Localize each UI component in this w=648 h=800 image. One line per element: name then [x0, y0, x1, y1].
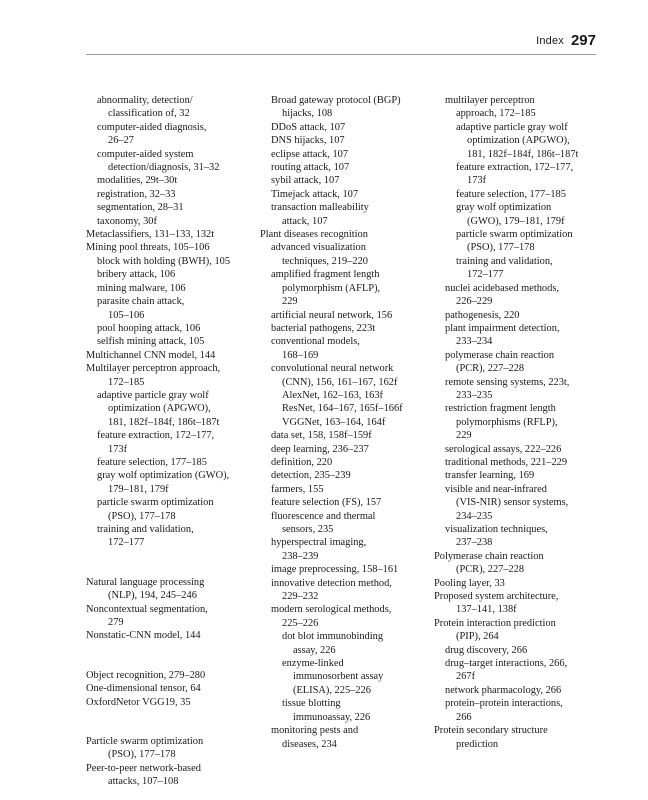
index-entry: training and validation,	[97, 524, 194, 535]
index-entry: Natural language processing	[86, 576, 205, 588]
index-entry: 229	[456, 430, 472, 442]
index-entry: feature selection, 177–185	[97, 456, 207, 468]
index-entry: (NLP), 194, 245–246	[108, 590, 197, 602]
index-entry: segmentation, 28–31	[97, 202, 184, 214]
index-entry: parasite chain attack,	[97, 296, 185, 308]
index-entry: 168–169	[282, 349, 319, 361]
index-entry: Mining pool threats, 105–106	[86, 242, 210, 254]
index-entry: Polymerase chain reaction	[434, 550, 544, 562]
index-entry: data set, 158, 158f–159f	[271, 430, 372, 442]
index-entry: sybil attack, 107	[271, 175, 340, 187]
index-entry: (PCR), 227–228	[456, 363, 525, 375]
index-entry: One-dimensional tensor, 64	[86, 683, 201, 695]
index-entry: pathogenesis, 220	[445, 309, 520, 321]
index-entry: 172–177	[108, 537, 145, 549]
letter-group-gap	[86, 709, 254, 735]
index-entry: amplified fragment length	[271, 269, 380, 281]
index-entry: polymerase chain reaction	[445, 349, 555, 361]
index-entry: 229	[282, 296, 298, 308]
index-entry: ResNet, 164–167, 165f–166f	[282, 403, 403, 415]
index-entry: Pooling layer, 33	[434, 577, 505, 589]
index-entry: approach, 172–185	[456, 108, 536, 120]
index-entry: adaptive particle gray wolf	[456, 121, 568, 133]
index-entry: 172–177	[467, 269, 504, 281]
index-entry: Nonstatic-CNN model, 144	[86, 630, 201, 642]
index-entry: detection, 235–239	[271, 470, 351, 482]
index-entry: 26–27	[108, 135, 134, 147]
index-entry: detection/diagnosis, 31–32	[108, 162, 220, 174]
index-entry: attacks, 107–108	[108, 776, 179, 788]
index-entry: routing attack, 107	[271, 162, 350, 174]
index-entry: 137–141, 138f	[456, 604, 517, 616]
index-entry: modalities, 29t–30t	[97, 175, 178, 187]
index-entry: bribery attack, 106	[97, 269, 176, 281]
index-entry: 233–235	[456, 389, 493, 401]
index-entry: definition, 220	[271, 456, 333, 468]
page-number: 297	[570, 32, 596, 49]
index-entry: (PCR), 227–228	[456, 564, 525, 576]
index-entry: feature selection, 177–185	[456, 188, 566, 200]
index-entry: 229–232	[282, 591, 319, 603]
index-entry: 234–235	[456, 510, 493, 522]
index-entry: 267f	[456, 671, 476, 683]
index-entry: block with holding (BWH), 105	[97, 255, 231, 267]
index-entry: Multilayer perceptron approach,	[86, 363, 221, 375]
index-entry: artificial neural network, 156	[271, 309, 393, 321]
index-entry: 279	[108, 617, 124, 629]
index-entry: conventional models,	[271, 336, 360, 348]
index-entry: 172–185	[108, 376, 145, 388]
index-entry: Noncontextual segmentation,	[86, 603, 208, 615]
index-entry: drug discovery, 266	[445, 644, 528, 656]
index-entry: traditional methods, 221–229	[445, 456, 568, 468]
index-entry: multilayer perceptron	[445, 95, 535, 106]
index-entry: transfer learning, 169	[445, 470, 535, 482]
index-entry: particle swarm optimization	[97, 497, 214, 509]
index-entry: Timejack attack, 107	[271, 188, 359, 200]
index-entry: gray wolf optimization (GWO),	[97, 470, 230, 482]
index-entry: 173f	[467, 175, 487, 187]
index-entry: Plant diseases recognition	[260, 229, 368, 241]
index-entry: assay, 226	[293, 644, 336, 656]
index-entry: advanced visualization	[271, 242, 366, 254]
index-entry: fluorescence and thermal	[271, 510, 376, 522]
index-entry: image preprocessing, 158–161	[271, 564, 399, 576]
index-entry: Broad gateway protocol (BGP)	[271, 95, 401, 106]
index-entry: AlexNet, 162–163, 163f	[282, 389, 384, 401]
index-entry: optimization (APGWO),	[467, 135, 570, 147]
letter-group-gap	[86, 550, 254, 576]
index-entry: nuclei acidebased methods,	[445, 282, 559, 294]
index-entry: remote sensing systems, 223t,	[445, 376, 570, 388]
running-header	[86, 32, 596, 55]
index-entry: farmers, 155	[271, 483, 324, 495]
index-entry: enzyme-linked	[282, 658, 344, 670]
index-entry: immunoassay, 226	[293, 711, 371, 723]
index-entry: abnormality, detection/	[97, 95, 193, 106]
index-entry: (PSO), 177–178	[108, 510, 176, 522]
index-column-3	[434, 94, 604, 751]
index-entry: techniques, 219–220	[282, 255, 368, 267]
index-entry: (PSO), 177–178	[108, 749, 176, 761]
index-entry: Metaclassifiers, 131–133, 132t	[86, 229, 215, 241]
index-entry: sensors, 235	[282, 524, 334, 535]
index-entry: Proposed system architecture,	[434, 591, 559, 603]
index-entry: hyperspectral imaging,	[271, 537, 367, 549]
index-entry: OxfordNetor VGG19, 35	[86, 696, 191, 708]
index-entry: Particle swarm optimization	[86, 736, 204, 748]
index-entry: feature extraction, 172–177,	[456, 162, 574, 174]
index-entry: optimization (APGWO),	[108, 403, 211, 415]
index-entry: 173f	[108, 443, 128, 455]
index-entry: 179–181, 179f	[108, 483, 169, 495]
index-entry: computer-aided diagnosis,	[97, 121, 207, 133]
index-entry: 237–238	[456, 537, 493, 549]
index-entry: protein–protein interactions,	[445, 698, 563, 710]
index-entry: (ELISA), 225–226	[293, 684, 371, 696]
index-entry: taxonomy, 30f	[97, 215, 157, 227]
index-entry: network pharmacology, 266	[445, 684, 562, 696]
index-entry: mining malware, 106	[97, 282, 186, 294]
index-entry: dot blot immunobinding	[282, 631, 384, 643]
index-entry: DNS hijacks, 107	[271, 135, 345, 147]
index-column-1	[86, 94, 254, 789]
index-entry: 105–106	[108, 309, 145, 321]
index-entry: feature selection (FS), 157	[271, 497, 382, 509]
index-entry: Multichannel CNN model, 144	[86, 349, 216, 361]
index-entry: hijacks, 108	[282, 108, 333, 120]
index-entry: visible and near-infrared	[445, 483, 547, 495]
index-entry: polymorphism (AFLP),	[282, 282, 381, 294]
index-entry: monitoring pests and	[271, 725, 359, 737]
index-entry: (PIP), 264	[456, 631, 499, 643]
index-entry: immunosorbent assay	[293, 671, 384, 683]
index-entry: attack, 107	[282, 215, 328, 227]
index-entry: plant impairment detection,	[445, 322, 560, 334]
index-entry: restriction fragment length	[445, 403, 556, 415]
index-entry: VGGNet, 163–164, 164f	[282, 416, 386, 428]
index-entry: serological assays, 222–226	[445, 443, 562, 455]
letter-group-gap	[86, 643, 254, 669]
index-entry: 181, 182f–184f, 186t–187t	[108, 416, 220, 428]
index-entry: polymorphisms (RFLP),	[456, 416, 558, 428]
index-entry: 225–226	[282, 617, 319, 629]
index-entry: selfish mining attack, 105	[97, 336, 205, 348]
section-label: Index	[536, 35, 564, 47]
index-entry: 181, 182f–184f, 186t–187t	[467, 148, 579, 160]
index-entry: prediction	[456, 738, 499, 750]
index-entry: adaptive particle gray wolf	[97, 389, 209, 401]
index-entry: 226–229	[456, 296, 493, 308]
index-entry: convolutional neural network	[271, 363, 394, 375]
index-entry: 233–234	[456, 336, 493, 348]
index-entry: (CNN), 156, 161–167, 162f	[282, 376, 398, 388]
index-entry: 238–239	[282, 550, 319, 562]
index-entry: Protein interaction prediction	[434, 617, 556, 629]
index-entry: modern serological methods,	[271, 604, 392, 616]
index-entry: classification of, 32	[108, 108, 190, 120]
index-entry: eclipse attack, 107	[271, 148, 349, 160]
index-entry: bacterial pathogens, 223t	[271, 322, 376, 334]
index-entry: feature extraction, 172–177,	[97, 430, 215, 442]
index-entry: transaction malleability	[271, 202, 369, 214]
index-entry: (GWO), 179–181, 179f	[467, 215, 565, 227]
index-entry: DDoS attack, 107	[271, 121, 346, 133]
index-entry: visualization techniques,	[445, 524, 548, 535]
index-entry: Protein secondary structure	[434, 725, 548, 737]
index-entry: (PSO), 177–178	[467, 242, 535, 254]
index-entry: 266	[456, 711, 472, 723]
index-entry: deep learning, 236–237	[271, 443, 369, 455]
index-entry: gray wolf optimization	[456, 202, 552, 214]
index-entry: Peer-to-peer network-based	[86, 762, 201, 774]
index-entry: computer-aided system	[97, 148, 194, 160]
index-entry: diseases, 234	[282, 738, 337, 750]
index-column-2	[260, 94, 430, 751]
index-entry: tissue blotting	[282, 698, 341, 710]
index-entry: innovative detection method,	[271, 577, 392, 589]
index-entry: drug–target interactions, 266,	[445, 658, 568, 670]
index-entry: training and validation,	[456, 255, 553, 267]
index-entry: registration, 32–33	[97, 188, 176, 200]
index-entry: (VIS-NIR) sensor systems,	[456, 497, 569, 509]
index-entry: Object recognition, 279–280	[86, 669, 206, 681]
index-entry: particle swarm optimization	[456, 229, 573, 241]
index-entry: pool hooping attack, 106	[97, 322, 201, 334]
